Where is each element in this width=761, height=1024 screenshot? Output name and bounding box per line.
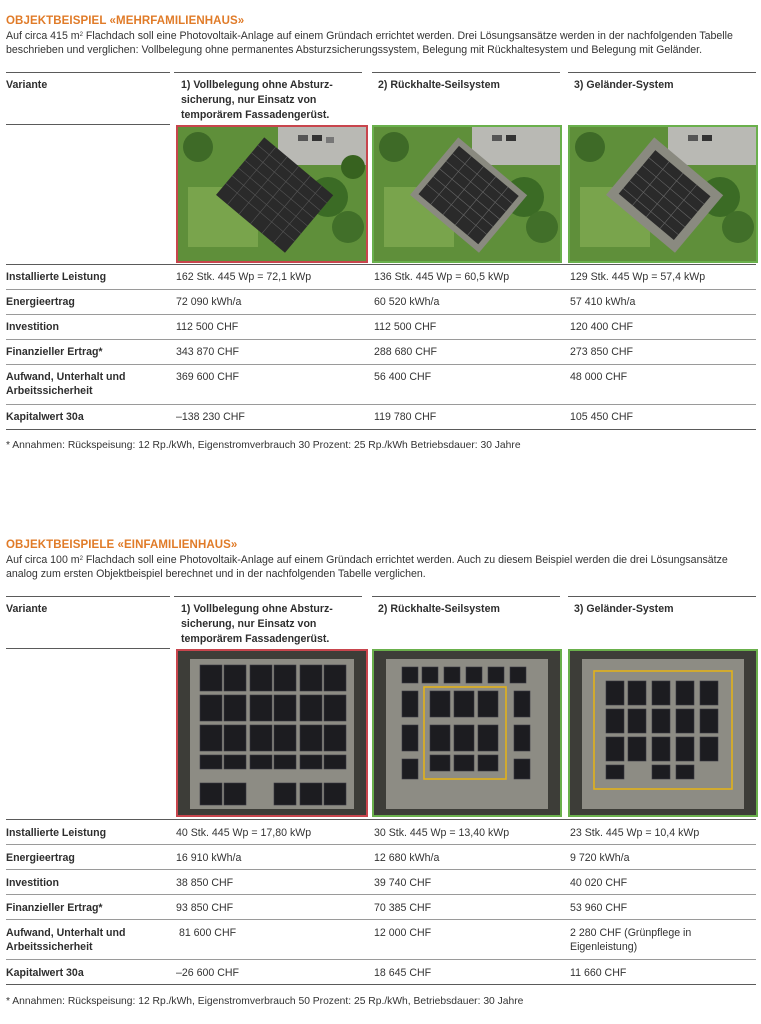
- cell: 93 850 CHF: [176, 902, 234, 914]
- footnote: * Annahmen: Rückspeisung: 12 Rp./kWh, Eigenstromverbrauch 30 Prozent: 25 Rp./kWh Betriebsdauer: 30 Jahre: [6, 440, 521, 451]
- cell: 119 780 CHF: [374, 411, 437, 423]
- cell: 343 870 CHF: [176, 346, 240, 358]
- row-label-aufwand: Aufwand, Unterhalt und Arbeitssicherheit: [6, 371, 126, 397]
- cell: 112 500 CHF: [374, 321, 437, 333]
- cell: 2 280 CHF (Grünpflege in Eigenleistung): [570, 927, 692, 953]
- roof-image-rope: [372, 125, 562, 263]
- row-label-kapitalwert: Kapitalwert 30a: [6, 411, 84, 423]
- intro-text: Auf circa 100 $m^2$ Flachdach soll eine Photovoltaik-Anlage auf einem Gründach errichtet werden. Auch zu diesem Beispiel werden die drei Lösungsansätze analog zum ersten Objektbeispiel berechnet und in der nachfolgenden Tabelle verglichen.: [6, 554, 728, 580]
- cell: 57 410 kWh/a: [570, 296, 636, 308]
- cell: 70 385 CHF: [374, 902, 432, 914]
- column-header-1: 1) Vollbelegung ohne Absturz- sicherung, nur Einsatz von temporärem Fassadengerüst.: [181, 79, 333, 121]
- cell: 30 Stk. 445 Wp = 13,40 kWp: [374, 827, 510, 839]
- roof-image-railing: [568, 649, 758, 817]
- cell: 12 680 kWh/a: [374, 852, 440, 864]
- roof-photo-icon: [178, 651, 366, 815]
- row-label-ertrag: Finanzieller Ertrag*: [6, 902, 103, 914]
- roof-photo-icon: [374, 651, 560, 815]
- column-header-3: 3) Geländer-System: [574, 79, 674, 91]
- aerial-photo-icon: [570, 127, 756, 261]
- cell: 53 960 CHF: [570, 902, 628, 914]
- column-header-2: 2) Rückhalte-Seilsystem: [378, 79, 500, 91]
- cell: 11 660 CHF: [570, 967, 627, 979]
- row-label-energie: Energieertrag: [6, 852, 75, 864]
- cell: 60 520 kWh/a: [374, 296, 440, 308]
- cell: 120 400 CHF: [570, 321, 634, 333]
- row-label-kapitalwert: Kapitalwert 30a: [6, 967, 84, 979]
- cell: 56 400 CHF: [374, 371, 432, 383]
- section-title: OBJEKTBEISPIELE «EINFAMILIENHAUS»: [6, 539, 238, 551]
- intro-text: Auf circa 415 $m^2$ Flachdach soll eine Photovoltaik-Anlage auf einem Gründach errichtet werden. Drei Lösungsansätze werden in der nachfolgenden Tabelle beschrieben und verglichen: Vollbelegung ohne permanentes Absturzsicherungssystem, Belegung mit Rückhaltesystem und Belegung mit Geländer.: [6, 30, 733, 56]
- roof-image-rope: [372, 649, 562, 817]
- cell: 38 850 CHF: [176, 877, 234, 889]
- section-title: OBJEKTBEISPIEL «MEHRFAMILIENHAUS»: [6, 15, 245, 27]
- column-header-2: 2) Rückhalte-Seilsystem: [378, 603, 500, 615]
- row-label-leistung: Installierte Leistung: [6, 271, 107, 283]
- row-label-leistung: Installierte Leistung: [6, 827, 107, 839]
- section-mehrfamilienhaus: [6, 14, 756, 451]
- cell: 369 600 CHF: [176, 371, 240, 383]
- cell: –26 600 CHF: [176, 967, 240, 979]
- roof-image-railing: [568, 125, 758, 263]
- column-header-3: 3) Geländer-System: [574, 603, 674, 615]
- aerial-photo-icon: [374, 127, 560, 261]
- roof-photo-icon: [570, 651, 756, 815]
- column-header-1: 1) Vollbelegung ohne Absturz- sicherung, nur Einsatz von temporärem Fassadengerüst.: [181, 603, 333, 645]
- row-label-energie: Energieertrag: [6, 296, 75, 308]
- cell: 16 910 kWh/a: [176, 852, 242, 864]
- cell: 9 720 kWh/a: [570, 852, 630, 864]
- cell: 48 000 CHF: [570, 371, 628, 383]
- cell: 40 020 CHF: [570, 877, 628, 889]
- cell: 162 Stk. 445 Wp = 72,1 kWp: [176, 271, 312, 283]
- cell: 23 Stk. 445 Wp = 10,4 kWp: [570, 827, 700, 839]
- cell: 288 680 CHF: [374, 346, 438, 358]
- cell: 72 090 kWh/a: [176, 296, 242, 308]
- cell: –138 230 CHF: [176, 411, 245, 423]
- cell: 112 500 CHF: [176, 321, 239, 333]
- cell: 136 Stk. 445 Wp = 60,5 kWp: [374, 271, 510, 283]
- cell: 129 Stk. 445 Wp = 57,4 kWp: [570, 271, 706, 283]
- cell: 273 850 CHF: [570, 346, 634, 358]
- aerial-photo-icon: [178, 127, 366, 261]
- cell: 18 645 CHF: [374, 967, 432, 979]
- roof-image-full: [176, 125, 368, 263]
- roof-image-full: [176, 649, 368, 817]
- cell: 40 Stk. 445 Wp = 17,80 kWp: [176, 827, 312, 839]
- variant-label: Variante: [6, 79, 48, 91]
- section-einfamilienhaus: [6, 538, 756, 1007]
- variant-label: Variante: [6, 603, 48, 615]
- cell: 12 000 CHF: [374, 927, 432, 939]
- row-label-investition: Investition: [6, 877, 59, 889]
- footnote: * Annahmen: Rückspeisung: 12 Rp./kWh, Eigenstromverbrauch 50 Prozent: 25 Rp./kWh, Betriebsdauer: 30 Jahre: [6, 996, 524, 1007]
- cell: 105 450 CHF: [570, 411, 634, 423]
- cell: 39 740 CHF: [374, 877, 432, 889]
- cell: 81 600 CHF: [176, 927, 237, 939]
- row-label-aufwand: Aufwand, Unterhalt und Arbeitssicherheit: [6, 927, 126, 953]
- row-label-ertrag: Finanzieller Ertrag*: [6, 346, 103, 358]
- row-label-investition: Investition: [6, 321, 59, 333]
